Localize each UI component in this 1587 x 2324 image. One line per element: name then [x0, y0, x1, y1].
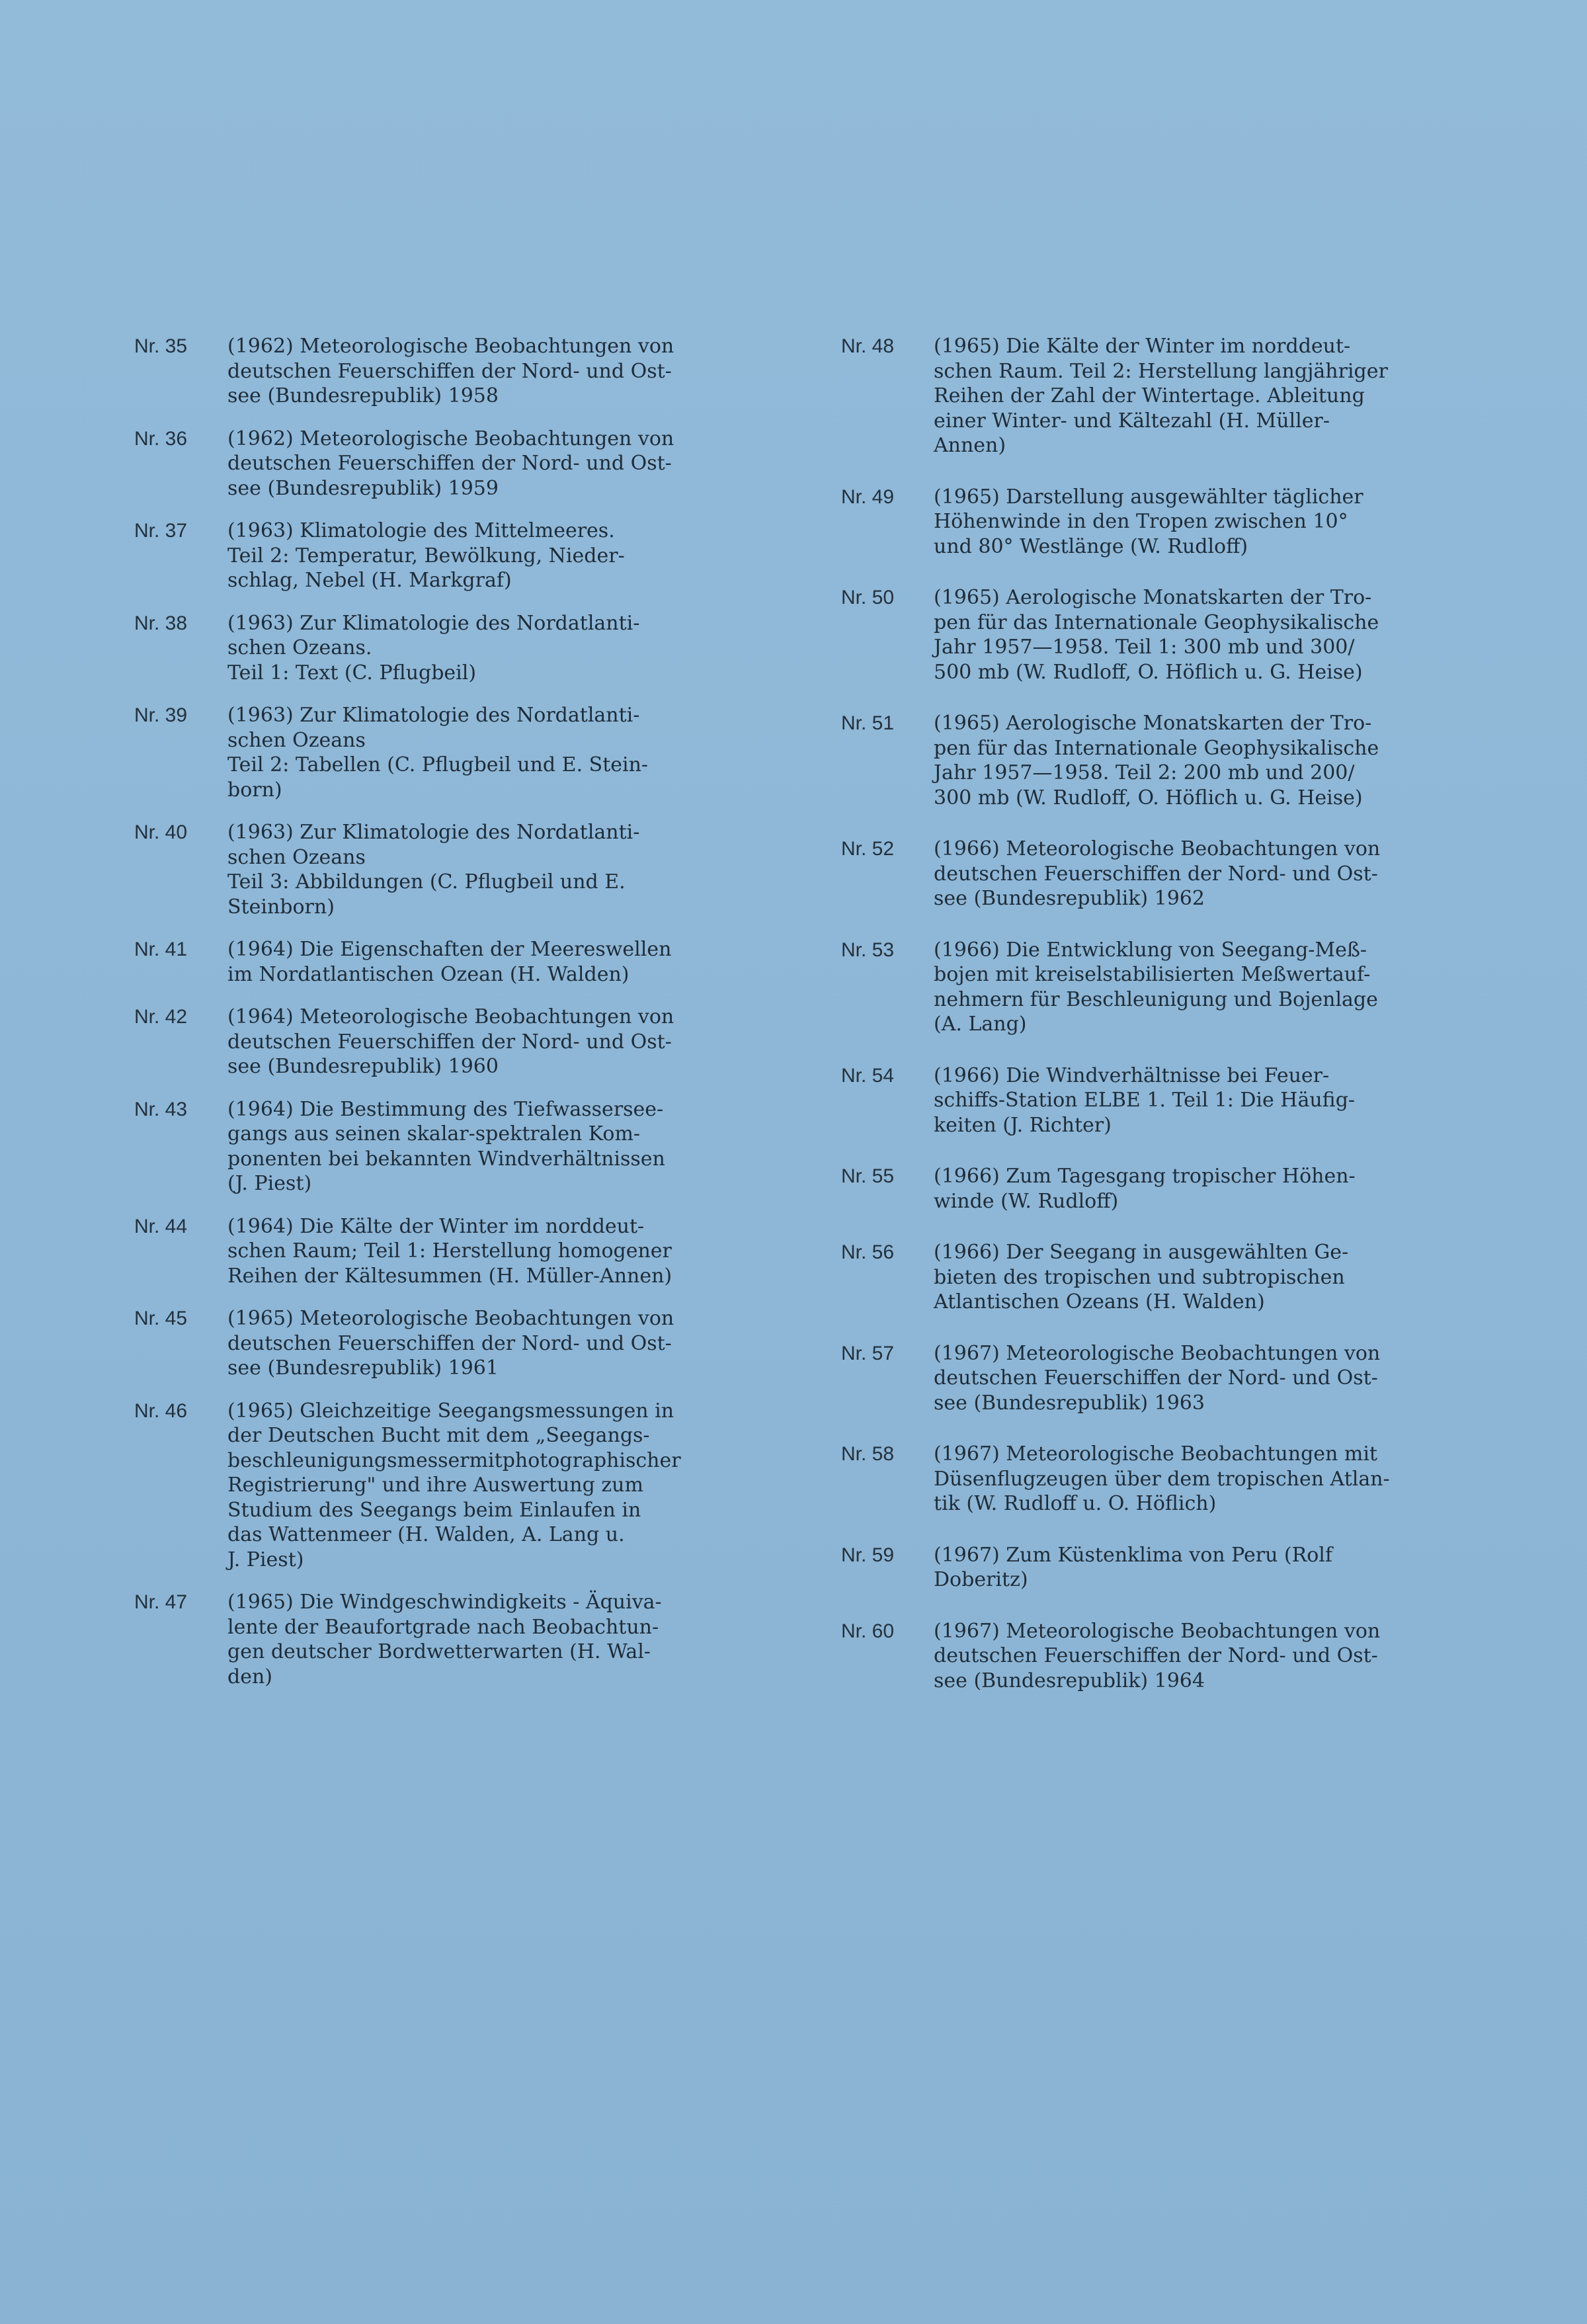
description-line: see (Bundesrepublik) 1961: [227, 1356, 499, 1380]
description-line: see (Bundesrepublik) 1964: [934, 1669, 1205, 1692]
description-line: Studium des Seegangs beim Einlaufen in: [227, 1498, 641, 1522]
publication-entry: [841, 1164, 1423, 1214]
publication-description: [227, 1399, 716, 1573]
description-line: Registrierung" und ihre Auswertung zum: [227, 1473, 643, 1497]
publication-description: [934, 1164, 1423, 1214]
publication-entry: [841, 711, 1423, 810]
publication-entry: [134, 427, 716, 501]
publication-description: [934, 837, 1423, 911]
description-line: deutschen Feuerschiffen der Nord- und Ost-: [227, 1331, 672, 1355]
description-line: schen Raum; Teil 1: Herstellung homogener: [227, 1239, 672, 1263]
description-line: pen für das Internationale Geophysikalische: [934, 610, 1379, 634]
description-line: (1967) Meteorologische Beobachtungen von: [934, 1341, 1381, 1365]
description-line: (1965) Aerologische Monatskarten der Tro-: [934, 712, 1372, 735]
description-line: und 80° Westlänge (W. Rudloff): [934, 534, 1248, 558]
description-line: (1965) Meteorologische Beobachtungen von: [227, 1307, 674, 1330]
description-line: (1962) Meteorologische Beobachtungen von: [227, 427, 674, 450]
description-line: schen Ozeans: [227, 845, 366, 869]
description-line: Teil 2: Tabellen (C. Pflugbeil und E. Stein-: [227, 753, 649, 776]
publication-entry: [841, 1240, 1423, 1315]
publication-number: Nr. 48: [841, 335, 895, 357]
description-line: gangs aus seinen skalar-spektralen Kom-: [227, 1122, 641, 1145]
description-line: Düsenflugzeugen über dem tropischen Atlan-: [934, 1467, 1390, 1491]
publication-entry: [134, 519, 716, 593]
description-line: schlag, Nebel (H. Markgraf): [227, 569, 512, 592]
description-line: deutschen Feuerschiffen der Nord- und Ost-: [227, 1030, 672, 1054]
publication-number: Nr. 57: [841, 1342, 895, 1364]
description-line: Doberitz): [934, 1568, 1028, 1591]
description-line: Steinborn): [227, 895, 335, 919]
publication-description: [934, 334, 1423, 458]
description-line: see (Bundesrepublik) 1959: [227, 476, 499, 500]
description-line: deutschen Feuerschiffen der Nord- und Ost-: [934, 1366, 1378, 1390]
publication-entry: [134, 1590, 716, 1689]
publication-number: Nr. 41: [134, 938, 188, 960]
description-line: (1964) Die Kälte der Winter im norddeut-: [227, 1214, 645, 1238]
publication-number: Nr. 44: [134, 1215, 188, 1237]
description-line: (1965) Aerologische Monatskarten der Tro-: [934, 586, 1372, 609]
publication-entry: [134, 1005, 716, 1079]
publication-description: [227, 611, 716, 686]
description-line: (1965) Gleichzeitige Seegangsmessungen in: [227, 1399, 674, 1423]
publication-description: [227, 820, 716, 919]
description-line: bieten des tropischen und subtropischen: [934, 1265, 1345, 1289]
publication-description: [227, 703, 716, 802]
description-line: (1966) Meteorologische Beobachtungen von: [934, 837, 1381, 860]
description-line: Teil 1: Text (C. Pflugbeil): [227, 661, 477, 685]
description-line: (1967) Meteorologische Beobachtungen von: [934, 1619, 1381, 1643]
publication-number: Nr. 39: [134, 704, 188, 726]
description-line: (1963) Klimatologie des Mittelmeeres.: [227, 519, 615, 542]
publication-entry: [134, 1399, 716, 1573]
publication-entry: [134, 611, 716, 686]
publication-number: Nr. 52: [841, 838, 895, 860]
publication-entry: [841, 837, 1423, 911]
description-line: deutschen Feuerschiffen der Nord- und Ost-: [934, 1644, 1378, 1667]
publication-entry: [841, 485, 1423, 560]
publication-number: Nr. 42: [134, 1006, 188, 1028]
description-line: (1966) Die Windverhältnisse bei Feuer-: [934, 1063, 1330, 1087]
description-line: (1964) Die Bestimmung des Tiefwassersee-: [227, 1097, 664, 1121]
publication-number: Nr. 38: [134, 612, 188, 634]
publication-description: [934, 585, 1423, 685]
publication-entry: [134, 820, 716, 919]
description-line: (1965) Die Kälte der Winter im norddeut-: [934, 335, 1351, 358]
description-line: Annen): [934, 434, 1006, 457]
publication-entry: [841, 1619, 1423, 1694]
publication-description: [934, 1063, 1423, 1138]
publication-list-right: [841, 334, 1423, 1720]
publication-description: [227, 334, 716, 409]
publication-description: [227, 1097, 716, 1196]
publication-description: [934, 1240, 1423, 1315]
publication-number: Nr. 47: [134, 1591, 188, 1613]
description-line: (1964) Die Eigenschaften der Meereswellen: [227, 938, 672, 961]
publication-description: [227, 427, 716, 501]
publication-entry: [841, 585, 1423, 685]
description-line: (A. Lang): [934, 1013, 1027, 1036]
description-line: im Nordatlantischen Ozean (H. Walden): [227, 962, 630, 986]
description-line: 500 mb (W. Rudloff, O. Höflich u. G. Heise): [934, 660, 1363, 684]
description-line: schen Raum. Teil 2: Herstellung langjähriger: [934, 359, 1388, 383]
publication-number: Nr. 55: [841, 1165, 895, 1187]
publication-description: [227, 1306, 716, 1381]
publication-description: [934, 1442, 1423, 1516]
publication-number: Nr. 56: [841, 1241, 895, 1263]
description-line: (1963) Zur Klimatologie des Nordatlanti-: [227, 704, 640, 727]
publication-number: Nr. 49: [841, 485, 895, 508]
description-line: Höhenwinde in den Tropen zwischen 10°: [934, 510, 1348, 533]
publication-entry: [134, 1097, 716, 1196]
description-line: see (Bundesrepublik) 1963: [934, 1391, 1205, 1415]
description-line: (1966) Die Entwicklung von Seegang-Meß-: [934, 938, 1367, 962]
publication-description: [934, 711, 1423, 810]
description-line: schen Ozeans.: [227, 636, 372, 659]
publication-entry: [134, 1306, 716, 1381]
description-line: bojen mit kreiselstabilisierten Meßwertauf-: [934, 963, 1371, 986]
description-line: Teil 3: Abbildungen (C. Pflugbeil und E.: [227, 870, 626, 893]
description-line: (1963) Zur Klimatologie des Nordatlanti-: [227, 611, 640, 635]
publication-description: [934, 1619, 1423, 1694]
description-line: keiten (J. Richter): [934, 1113, 1112, 1137]
publication-number: Nr. 46: [134, 1399, 188, 1422]
publication-description: [934, 1341, 1423, 1416]
publication-number: Nr. 50: [841, 587, 895, 608]
publication-number: Nr. 43: [134, 1098, 188, 1120]
description-line: Jahr 1957—1958. Teil 2: 200 mb und 200/: [934, 761, 1355, 784]
publication-entry: [841, 1341, 1423, 1416]
description-line: (J. Piest): [227, 1172, 312, 1195]
description-line: (1966) Zum Tagesgang tropischer Höhen-: [934, 1165, 1356, 1188]
description-line: born): [227, 778, 282, 802]
description-line: den): [227, 1665, 272, 1688]
publication-entry: [841, 1442, 1423, 1516]
publication-description: [934, 1543, 1423, 1593]
publication-number: Nr. 54: [841, 1064, 895, 1087]
description-line: (1965) Darstellung ausgewählter täglicher: [934, 485, 1363, 509]
description-line: schiffs-Station ELBE 1. Teil 1: Die Häufig-: [934, 1089, 1356, 1112]
publication-number: Nr. 45: [134, 1307, 188, 1329]
publication-description: [227, 1005, 716, 1079]
description-line: (1962) Meteorologische Beobachtungen von: [227, 335, 674, 358]
publication-number: Nr. 58: [841, 1443, 895, 1465]
description-line: einer Winter- und Kältezahl (H. Müller-: [934, 409, 1330, 433]
description-line: J. Piest): [227, 1548, 304, 1571]
publication-number: Nr. 35: [134, 335, 188, 357]
description-line: (1966) Der Seegang in ausgewählten Ge-: [934, 1241, 1349, 1264]
description-line: (1967) Zum Küstenklima von Peru (Rolf: [934, 1543, 1332, 1567]
description-line: deutschen Feuerschiffen der Nord- und Ost-: [934, 862, 1378, 886]
description-line: pen für das Internationale Geophysikalische: [934, 736, 1379, 760]
publication-description: [934, 485, 1423, 560]
description-line: deutschen Feuerschiffen der Nord- und Ost-: [227, 452, 672, 475]
publication-entry: [134, 334, 716, 409]
description-line: ponenten bei bekannten Windverhältnissen: [227, 1147, 665, 1171]
description-line: schen Ozeans: [227, 728, 366, 752]
publication-entry: [134, 703, 716, 802]
description-line: nehmern für Beschleunigung und Bojenlage: [934, 987, 1378, 1011]
publication-number: Nr. 40: [134, 821, 188, 843]
description-line: (1963) Zur Klimatologie des Nordatlanti-: [227, 821, 640, 844]
description-line: see (Bundesrepublik) 1958: [227, 384, 499, 407]
publication-entry: [134, 937, 716, 987]
publication-description: [227, 1214, 716, 1289]
publication-description: [934, 938, 1423, 1037]
description-line: see (Bundesrepublik) 1962: [934, 887, 1205, 910]
description-line: deutschen Feuerschiffen der Nord- und Ost-: [227, 359, 672, 383]
publication-entry: [841, 1063, 1423, 1138]
description-line: tik (W. Rudloff u. O. Höflich): [934, 1492, 1217, 1515]
description-line: (1967) Meteorologische Beobachtungen mit: [934, 1442, 1377, 1466]
description-line: lente der Beaufortgrade nach Beobachtun-: [227, 1615, 659, 1639]
description-line: Reihen der Zahl der Wintertage. Ableitung: [934, 384, 1365, 407]
description-line: Jahr 1957—1958. Teil 1: 300 mb und 300/: [934, 636, 1355, 659]
description-line: winde (W. Rudloff): [934, 1189, 1119, 1213]
publication-number: Nr. 37: [134, 520, 188, 542]
description-line: (1965) Die Windgeschwindigkeits - Äquiva-: [227, 1591, 662, 1614]
description-line: der Deutschen Bucht mit dem „Seegangs-: [227, 1424, 650, 1447]
description-line: Reihen der Kältesummen (H. Müller-Annen): [227, 1264, 672, 1288]
description-line: (1964) Meteorologische Beobachtungen von: [227, 1005, 674, 1028]
publication-number: Nr. 60: [841, 1620, 895, 1642]
publication-entry: [841, 1543, 1423, 1593]
publication-entry: [841, 334, 1423, 458]
publication-description: [227, 519, 716, 593]
description-line: das Wattenmeer (H. Walden, A. Lang u.: [227, 1523, 625, 1546]
description-line: Atlantischen Ozeans (H. Walden): [934, 1290, 1265, 1313]
publication-number: Nr. 36: [134, 427, 188, 450]
publication-description: [227, 1590, 716, 1689]
publication-number: Nr. 51: [841, 712, 895, 734]
description-line: beschleunigungsmessermitphotographischer: [227, 1448, 681, 1472]
description-line: gen deutscher Bordwetterwarten (H. Wal-: [227, 1640, 651, 1663]
description-line: see (Bundesrepublik) 1960: [227, 1055, 499, 1078]
publication-number: Nr. 53: [841, 938, 895, 961]
publication-entry: [134, 1214, 716, 1289]
publication-list-left: [134, 334, 716, 1707]
description-line: Teil 2: Temperatur, Bewölkung, Nieder-: [227, 544, 625, 567]
publication-description: [227, 937, 716, 987]
publication-entry: [841, 938, 1423, 1037]
description-line: 300 mb (W. Rudloff, O. Höflich u. G. Heise): [934, 786, 1363, 809]
publication-number: Nr. 59: [841, 1544, 895, 1566]
